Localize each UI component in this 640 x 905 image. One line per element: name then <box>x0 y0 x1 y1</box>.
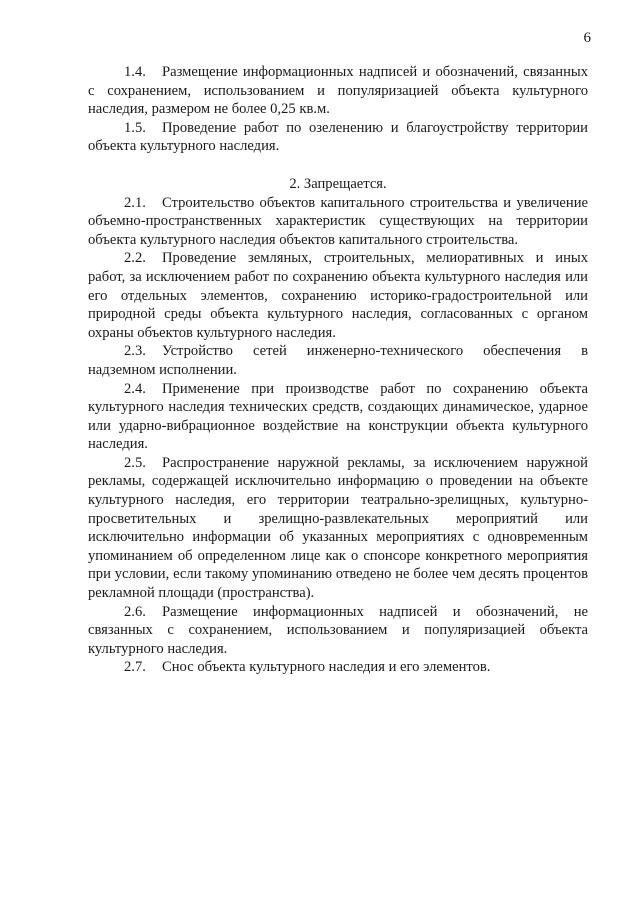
paragraph-text: Проведение земляных, строительных, мелиоративных и иных работ, за исключением работ по сохранению объекта культурного наследия или его отдельных элементов, сохранению историко-градостроительной или природной среды объекта культурного наследия, согласованных с органом охраны объектов культурного наследия. <box>88 250 588 341</box>
paragraph-text: Применение при производстве работ по сохранению объекта культурного наследия технических средств, создающих динамическое, ударное или ударно-вибрационное воздействие на конструкции объекта культурного наследия. <box>88 380 588 453</box>
paragraph-text: Снос объекта культурного наследия и его элементов. <box>162 659 491 676</box>
paragraph-2-4 <box>88 380 588 454</box>
paragraph-number: 2.3. <box>124 343 146 360</box>
document-body <box>88 63 588 677</box>
paragraph-number: 1.5. <box>124 119 146 136</box>
paragraph-number: 2.5. <box>124 454 146 471</box>
paragraph-2-5 <box>88 454 588 603</box>
paragraph-number: 2.6. <box>124 603 146 620</box>
paragraph-text: Размещение информационных надписей и обозначений, связанных с сохранением, использованием и популяризацией объекта культурного наследия, размером не более 0,25 кв.м. <box>88 64 588 118</box>
paragraph-number: 2.4. <box>124 380 146 397</box>
paragraph-text: Проведение работ по озеленению и благоустройству территории объекта культурного наследия. <box>88 119 588 155</box>
paragraph-1-4 <box>88 63 588 119</box>
paragraph-1-5 <box>88 119 588 156</box>
paragraph-2-1 <box>88 194 588 250</box>
paragraph-2-7 <box>88 658 588 677</box>
paragraph-text: Устройство сетей инженерно-технического обеспечения в надземном исполнении. <box>88 343 588 378</box>
paragraph-number: 2.7. <box>124 659 146 676</box>
paragraph-2-3 <box>88 342 588 379</box>
paragraph-number: 2.1. <box>124 194 146 211</box>
paragraph-number: 1.4. <box>124 64 146 80</box>
paragraph-number: 2.2. <box>124 250 146 267</box>
paragraph-2-6 <box>88 603 588 659</box>
page-number: 6 <box>583 30 591 46</box>
paragraph-text: Строительство объектов капитального строительства и увеличение объемно-пространственных характеристик существующих на территории объекта культурного наследия объектов капитального строительства. <box>88 194 588 248</box>
section-heading: 2. Запрещается. <box>289 175 387 192</box>
paragraph-2-2 <box>88 249 588 342</box>
paragraph-text: Распространение наружной рекламы, за исключением наружной рекламы, содержащей исключительно информацию о проведении на объекте культурного наследия, его территории театрально-зрелищных, культурно-просветительных и зрелищно-развлекательных мероприятий или исключительно информации об указанных мероприятиях с одновременным упоминанием об определенном лице как о спонсоре конкретного мероприятия при условии, если такому упоминанию отведено не более чем десять процентов рекламной площади (пространства). <box>88 454 588 602</box>
paragraph-text: Размещение информационных надписей и обозначений, не связанных с сохранением, использованием и популяризацией объекта культурного наследия. <box>88 603 588 657</box>
